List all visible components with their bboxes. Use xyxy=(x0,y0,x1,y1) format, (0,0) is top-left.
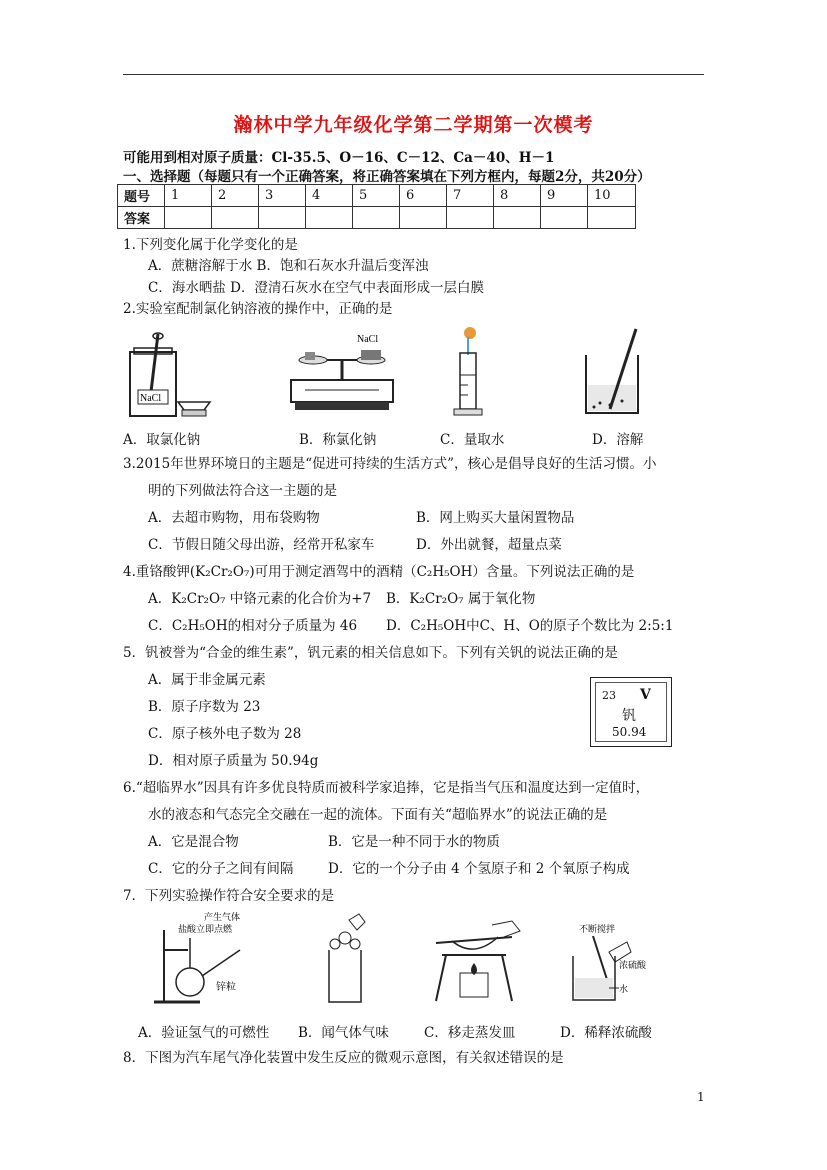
q1-options-cd: C．海水晒盐 D．澄清石灰水在空气中表面形成一层白膜 xyxy=(148,280,484,296)
q4-stem: 4.重铬酸钾(K₂Cr₂O₇)可用于测定酒驾中的酒精（C₂H₅OH）含量。下列说法正确的是 xyxy=(123,564,635,580)
answer-cell[interactable] xyxy=(447,207,494,229)
answer-table-answer-row xyxy=(118,207,636,229)
q7-caption-a: A．验证氢气的可燃性 xyxy=(138,1025,270,1041)
q3-option-a: A．去超市购物，用布袋购物 xyxy=(148,510,320,526)
q4-option-c: C．C₂H₅OH的相对分子质量为 46 xyxy=(148,618,358,634)
q2-figure-d-beaker xyxy=(580,325,650,420)
page-number: 1 xyxy=(697,1090,705,1104)
q6-stem-line2: 水的液态和气态完全交融在一起的流体。下面有关“超临界水”的说法正确的是 xyxy=(148,807,608,823)
answer-table-header-row xyxy=(118,185,636,207)
q5-option-a: A．属于非金属元素 xyxy=(148,672,266,688)
q8-stem: 8．下图为汽车尾气净化装置中发生反应的微观示意图，有关叙述错误的是 xyxy=(123,1050,564,1066)
q3-option-c: C．节假日随父母出游，经常开私家车 xyxy=(148,537,375,553)
element-card-inner xyxy=(595,682,667,742)
q3-stem-line2: 明的下列做法符合这一主题的是 xyxy=(148,483,337,499)
q7-label-stir: 不断搅拌 xyxy=(579,925,616,935)
answer-table xyxy=(117,184,636,229)
q4-option-a: A．K₂Cr₂O₇ 中铬元素的化合价为+7 xyxy=(148,591,372,607)
answer-cell[interactable] xyxy=(353,207,400,229)
element-number: 23 xyxy=(602,689,616,702)
q4-option-d: D．C₂H₅OH中C、H、O的原子个数比为 2:5:1 xyxy=(386,618,674,634)
q1-stem: 1.下列变化属于化学变化的是 xyxy=(123,237,298,253)
q2-caption-d: D．溶解 xyxy=(592,432,644,448)
answer-cell[interactable] xyxy=(306,207,353,229)
q7-stem: 7．下列实验操作符合安全要求的是 xyxy=(123,888,335,904)
atomic-mass-note: 可能用到相对原子质量：Cl-35.5、O－16、C－12、Ca－40、H－1 xyxy=(123,150,555,166)
q2-caption-c: C．量取水 xyxy=(440,432,505,448)
q2-nacl-label-b: NaCl xyxy=(357,334,379,345)
element-name: 钒 xyxy=(622,708,636,724)
answer-table-number-cell: 9 xyxy=(541,185,588,207)
q7-label-h2so4: 浓硫酸 xyxy=(619,961,647,971)
q3-option-d: D．外出就餐，超量点菜 xyxy=(416,537,562,553)
answer-table-number-cell: 4 xyxy=(306,185,353,207)
answer-table-label-number: 题号 xyxy=(118,185,165,207)
q2-stem: 2.实验室配制氯化钠溶液的操作中，正确的是 xyxy=(123,301,393,317)
answer-cell[interactable] xyxy=(165,207,212,229)
q1-options-ab: A．蔗糖溶解于水 B．饱和石灰水升温后变浑浊 xyxy=(148,258,429,274)
q5-option-b: B．原子序数为 23 xyxy=(148,699,261,715)
q7-label-acid: 盐酸立即点燃 xyxy=(178,925,233,935)
q2-figure-c-cylinder xyxy=(450,325,490,420)
q2-figure-a-jar xyxy=(128,330,213,420)
answer-table-number-cell: 8 xyxy=(494,185,541,207)
q2-caption-b: B．称氯化钠 xyxy=(299,432,377,448)
q7-label-zinc: 锌粒 xyxy=(216,982,236,993)
element-symbol: V xyxy=(640,687,651,703)
answer-cell[interactable] xyxy=(588,207,636,229)
answer-cell[interactable] xyxy=(494,207,541,229)
answer-table-number-cell: 3 xyxy=(259,185,306,207)
answer-table-number-cell: 5 xyxy=(353,185,400,207)
q7-label-water: 水 xyxy=(619,985,629,995)
section-heading: 一、选择题（每题只有一个正确答案，将正确答案填在下列方框内，每题2分，共20分） xyxy=(123,169,651,185)
q7-label-gas: 产生气体 xyxy=(204,913,241,923)
answer-table-number-cell: 10 xyxy=(588,185,636,207)
answer-cell[interactable] xyxy=(259,207,306,229)
q7-caption-c: C．移走蒸发皿 xyxy=(424,1025,516,1041)
q6-option-b: B．它是一种不同于水的物质 xyxy=(328,834,500,850)
q6-option-a: A．它是混合物 xyxy=(148,834,239,850)
answer-table-number-cell: 7 xyxy=(447,185,494,207)
q5-stem: 5．钒被誉为“合金的维生素”，钒元素的相关信息如下。下列有关钒的说法正确的是 xyxy=(123,645,618,661)
answer-cell[interactable] xyxy=(212,207,259,229)
q3-option-b: B．网上购买大量闲置物品 xyxy=(416,510,575,526)
q2-caption-a: A．取氯化钠 xyxy=(123,432,201,448)
q7-caption-b: B．闻气体气味 xyxy=(298,1025,389,1041)
q2-nacl-label-a: NaCl xyxy=(140,393,162,404)
vanadium-element-card xyxy=(590,677,672,747)
q4-option-b: B．K₂Cr₂O₇ 属于氧化物 xyxy=(386,591,536,607)
answer-table-number-cell: 2 xyxy=(212,185,259,207)
q7-figure-b-smell xyxy=(315,910,375,1010)
q7-figure-a-hydrogen xyxy=(150,910,260,1010)
q3-stem-line1: 3.2015年世界环境日的主题是“促进可持续的生活方式”，核心是倡导良好的生活习惯。小 xyxy=(123,456,657,472)
q6-stem-line1: 6.“超临界水”因具有许多优良特质而被科学家追捧，它是指当气压和温度达到一定值时， xyxy=(123,780,650,796)
element-mass: 50.94 xyxy=(612,725,647,739)
answer-table-number-cell: 1 xyxy=(165,185,212,207)
answer-cell[interactable] xyxy=(400,207,447,229)
q6-option-c: C．它的分子之间有间隔 xyxy=(148,861,294,877)
q7-caption-d: D．稀释浓硫酸 xyxy=(560,1025,652,1041)
header-rule xyxy=(123,74,704,75)
q6-option-d: D．它的一个分子由 4 个氢原子和 2 个氧原子构成 xyxy=(328,861,630,877)
answer-table-label-answer: 答案 xyxy=(118,207,165,229)
q5-option-c: C．原子核外电子数为 28 xyxy=(148,726,302,742)
answer-cell[interactable] xyxy=(541,207,588,229)
q5-option-d: D．相对原子质量为 50.94g xyxy=(148,753,319,769)
q7-figure-d-dilute xyxy=(565,922,675,1012)
q2-figure-b-balance xyxy=(285,330,400,415)
q7-figure-c-evaporating-dish xyxy=(432,915,527,1010)
page-title: 瀚林中学九年级化学第二学期第一次模考 xyxy=(233,114,594,136)
answer-table-number-cell: 6 xyxy=(400,185,447,207)
